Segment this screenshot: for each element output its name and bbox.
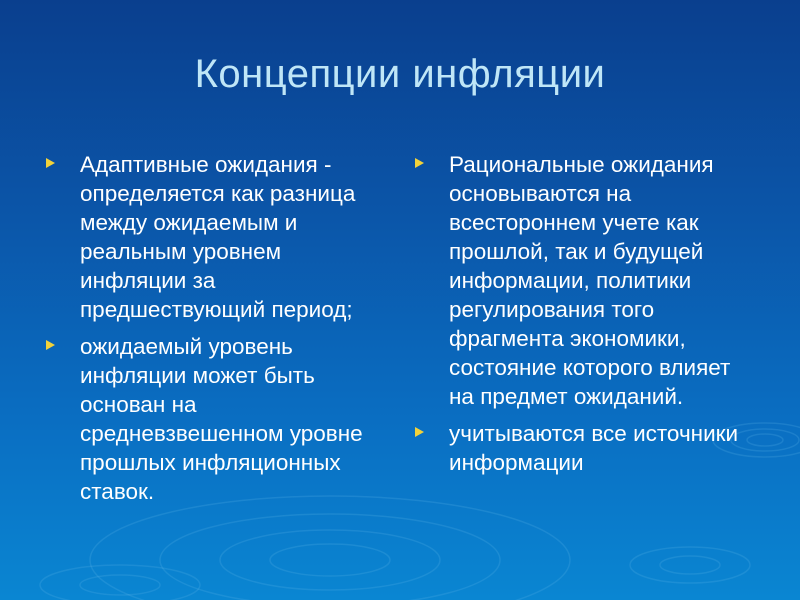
triangle-bullet-icon <box>415 427 424 437</box>
right-bullet-text-1: Рациональные ожидания основываются на всестороннем учете как прошлой, так и будущей информации, политики регулирования того фрагмента экономики, состояние которого влияет на предмет ожиданий. <box>449 152 731 409</box>
right-bullet-item-2 <box>413 419 758 477</box>
left-bullet-list <box>44 150 389 514</box>
left-bullet-item-1 <box>44 150 389 324</box>
right-bullet-list <box>413 150 758 485</box>
triangle-bullet-icon <box>46 340 55 350</box>
left-bullet-item-2 <box>44 332 389 506</box>
slide-title: Концепции инфляции <box>194 52 606 96</box>
right-bullet-text-2: учитываются все источники информации <box>449 421 739 475</box>
left-bullet-text-2: ожидаемый уровень инфляции может быть основан на средневзвешенном уровне прошлых инфляционных ставок. <box>80 334 363 504</box>
right-bullet-item-1 <box>413 150 758 411</box>
triangle-bullet-icon <box>415 158 424 168</box>
triangle-bullet-icon <box>46 158 55 168</box>
left-bullet-text-1: Адаптивные ожидания - определяется как разница между ожидаемым и реальным уровнем инфляции за предшествующий период; <box>80 152 356 322</box>
